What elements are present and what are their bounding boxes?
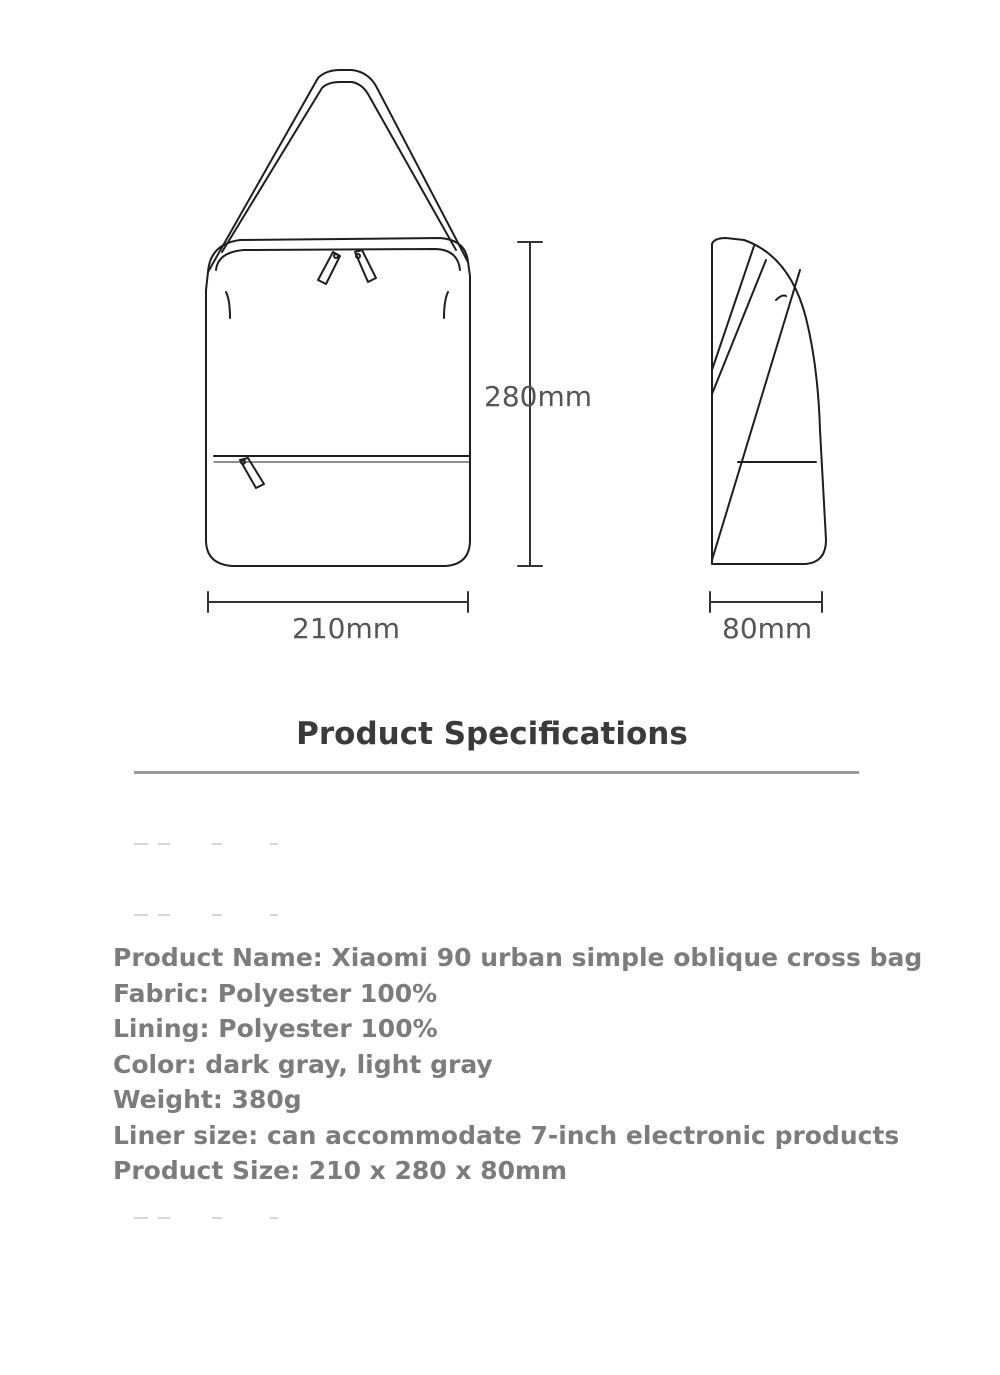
bag-dimension-drawing <box>0 0 1000 680</box>
spec-product-size: Product Size: 210 x 280 x 80mm <box>113 1156 568 1185</box>
height-dimension-label: 280mm <box>484 380 592 413</box>
title-divider <box>134 771 859 774</box>
spec-fabric: Fabric: Polyester 100% <box>113 978 438 1008</box>
zipper-pull-right-icon <box>355 250 376 282</box>
specifications-title: Product Specifications <box>296 716 688 752</box>
faint-divider <box>134 1217 294 1221</box>
spec-weight: Weight: 380g <box>113 1085 302 1114</box>
spec-color: Color: dark gray, light gray <box>113 1049 493 1079</box>
spec-lining: Lining: Polyester 100% <box>113 1014 438 1043</box>
width-dimension-line <box>208 592 468 612</box>
faint-divider <box>134 843 294 847</box>
front-bag-body <box>206 238 470 566</box>
depth-dimension-label: 80mm <box>722 612 813 645</box>
faint-divider <box>134 914 294 918</box>
width-dimension-label: 210mm <box>292 612 400 645</box>
zipper-pull-left-icon <box>318 252 340 284</box>
spec-liner-size: Liner size: can accommodate 7-inch electronic products <box>113 1120 900 1150</box>
side-bag-body <box>712 238 826 564</box>
front-strap <box>208 70 468 272</box>
spec-product-name: Product Name: Xiaomi 90 urban simple oblique cross bag <box>113 943 923 972</box>
specifications-list <box>113 940 922 1189</box>
depth-dimension-line <box>710 592 822 612</box>
